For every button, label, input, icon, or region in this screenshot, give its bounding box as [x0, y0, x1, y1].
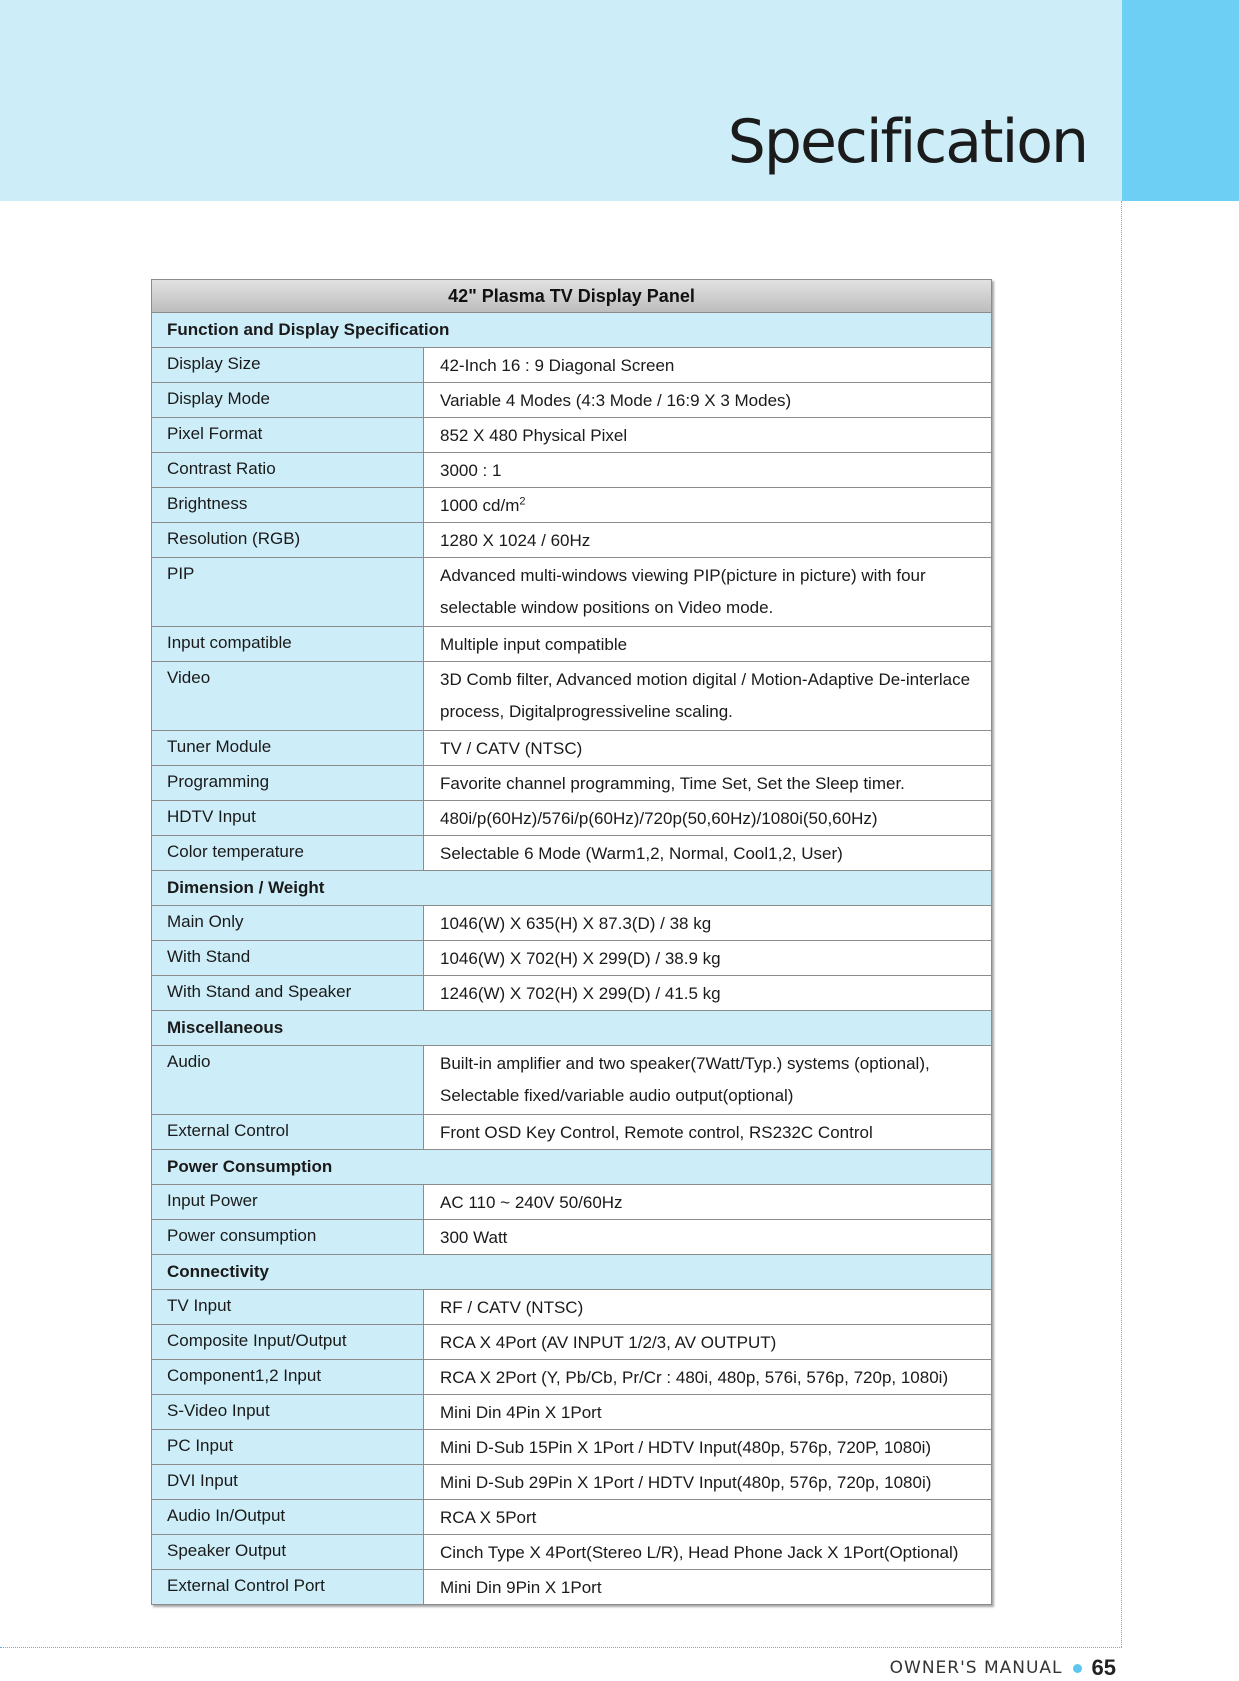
- spec-label: Color temperature: [152, 836, 424, 870]
- spec-value: [424, 1286, 991, 1324]
- spec-value-text: TV / CATV (NTSC): [440, 739, 583, 758]
- spec-value-text: Front OSD Key Control, Remote control, RS232C Control: [440, 1123, 873, 1142]
- spec-value-text-line2: process, Digitalprogressiveline scaling.: [440, 702, 733, 721]
- spec-label: External Control Port: [152, 1570, 424, 1604]
- spec-row: [152, 1430, 991, 1465]
- spec-value-text: Mini Din 9Pin X 1Port: [440, 1578, 602, 1597]
- spec-row: [152, 558, 991, 627]
- spec-label: Audio: [152, 1046, 424, 1114]
- spec-value: [424, 1216, 991, 1254]
- spec-label: HDTV Input: [152, 801, 424, 835]
- spec-label: Programming: [152, 766, 424, 800]
- spec-value-text: Mini D-Sub 29Pin X 1Port / HDTV Input(480p, 576p, 720p, 1080i): [440, 1473, 932, 1492]
- spec-value: [424, 379, 991, 417]
- spec-value-text: Selectable 6 Mode (Warm1,2, Normal, Cool1,2, User): [440, 844, 843, 863]
- spec-value: [424, 937, 991, 975]
- spec-row: [152, 1046, 991, 1115]
- spec-row: [152, 383, 991, 418]
- spec-row: [152, 731, 991, 766]
- spec-label: Display Mode: [152, 383, 424, 417]
- page-title: Specification: [727, 107, 1087, 177]
- spec-value-text: RCA X 4Port (AV INPUT 1/2/3, AV OUTPUT): [440, 1333, 777, 1352]
- spec-value: [424, 658, 991, 730]
- spec-value-text: Favorite channel programming, Time Set, Set the Sleep timer.: [440, 774, 905, 793]
- spec-value: [424, 623, 991, 661]
- spec-row: [152, 627, 991, 662]
- spec-label: S-Video Input: [152, 1395, 424, 1429]
- spec-value-text: 1000 cd/m: [440, 496, 520, 515]
- spec-value-text: 42-Inch 16 : 9 Diagonal Screen: [440, 356, 675, 375]
- spec-value: [424, 344, 991, 382]
- spec-row: [152, 1325, 991, 1360]
- spec-value: [424, 1461, 991, 1499]
- spec-value: [424, 832, 991, 870]
- table-body: [152, 313, 991, 1604]
- spec-value-text-line2: Selectable fixed/variable audio output(optional): [440, 1086, 794, 1105]
- spec-label: With Stand: [152, 941, 424, 975]
- spec-value: [424, 1111, 991, 1149]
- spec-label: TV Input: [152, 1290, 424, 1324]
- spec-row: [152, 662, 991, 731]
- spec-label: Audio In/Output: [152, 1500, 424, 1534]
- spec-row: [152, 418, 991, 453]
- spec-value-text: Cinch Type X 4Port(Stereo L/R), Head Phone Jack X 1Port(Optional): [440, 1543, 959, 1562]
- section-heading: Dimension / Weight: [152, 871, 991, 906]
- spec-value: [424, 972, 991, 1010]
- spec-value: [424, 762, 991, 800]
- spec-value-text: 1280 X 1024 / 60Hz: [440, 531, 591, 550]
- spec-value-text: 1046(W) X 635(H) X 87.3(D) / 38 kg: [440, 914, 712, 933]
- spec-value-superscript: 2: [519, 495, 526, 508]
- spec-row: [152, 801, 991, 836]
- spec-label: Contrast Ratio: [152, 453, 424, 487]
- spec-label: Video: [152, 662, 424, 730]
- spec-row: [152, 1290, 991, 1325]
- spec-value-text: AC 110 ~ 240V 50/60Hz: [440, 1193, 623, 1212]
- spec-value-text: Mini Din 4Pin X 1Port: [440, 1403, 602, 1422]
- spec-value-text: Variable 4 Modes (4:3 Mode / 16:9 X 3 Modes): [440, 391, 792, 410]
- spec-value: [424, 1531, 991, 1569]
- spec-label: Power consumption: [152, 1220, 424, 1254]
- spec-label: Input Power: [152, 1185, 424, 1219]
- spec-label: Resolution (RGB): [152, 523, 424, 557]
- spec-label: Pixel Format: [152, 418, 424, 452]
- spec-value: [424, 1042, 991, 1114]
- spec-row: [152, 1360, 991, 1395]
- spec-label: Brightness: [152, 488, 424, 522]
- footer: [890, 1657, 1116, 1679]
- spec-label: Composite Input/Output: [152, 1325, 424, 1359]
- spec-value: [424, 727, 991, 765]
- spec-label: With Stand and Speaker: [152, 976, 424, 1010]
- spec-row: [152, 976, 991, 1011]
- spec-value: [424, 484, 991, 522]
- spec-value: [424, 1391, 991, 1429]
- spec-value-text: 1046(W) X 702(H) X 299(D) / 38.9 kg: [440, 949, 721, 968]
- spec-value-text: RCA X 5Port: [440, 1508, 537, 1527]
- spec-row: [152, 1465, 991, 1500]
- spec-value: [424, 1321, 991, 1359]
- spec-table: [151, 279, 992, 1605]
- spec-row: [152, 1185, 991, 1220]
- spec-label: PC Input: [152, 1430, 424, 1464]
- spec-value-text: 3D Comb filter, Advanced motion digital / Motion-Adaptive De-interlace: [440, 670, 971, 689]
- table-title: 42" Plasma TV Display Panel: [152, 280, 991, 313]
- spec-value-text: Multiple input compatible: [440, 635, 628, 654]
- spec-row: [152, 488, 991, 523]
- spec-row: [152, 941, 991, 976]
- spec-row: [152, 348, 991, 383]
- spec-value-text: 1246(W) X 702(H) X 299(D) / 41.5 kg: [440, 984, 721, 1003]
- spec-label: DVI Input: [152, 1465, 424, 1499]
- spec-label: Input compatible: [152, 627, 424, 661]
- spec-label: External Control: [152, 1115, 424, 1149]
- spec-row: [152, 906, 991, 941]
- spec-value: [424, 554, 991, 626]
- section-heading: Power Consumption: [152, 1150, 991, 1185]
- margin-rule-vertical: [1121, 201, 1122, 1647]
- spec-row: [152, 1115, 991, 1150]
- spec-value-text: Advanced multi-windows viewing PIP(picture in picture) with four: [440, 566, 926, 585]
- page-number: 65: [1091, 1655, 1116, 1680]
- header-accent: [1122, 0, 1239, 201]
- spec-row: [152, 1500, 991, 1535]
- section-heading: Miscellaneous: [152, 1011, 991, 1046]
- spec-row: [152, 1220, 991, 1255]
- spec-value-text: 3000 : 1: [440, 461, 502, 480]
- spec-row: [152, 523, 991, 558]
- spec-value: [424, 449, 991, 487]
- spec-label: PIP: [152, 558, 424, 626]
- spec-value-text: RCA X 2Port (Y, Pb/Cb, Pr/Cr : 480i, 480p, 576i, 576p, 720p, 1080i): [440, 1368, 949, 1387]
- spec-value-text: Mini D-Sub 15Pin X 1Port / HDTV Input(480p, 576p, 720P, 1080i): [440, 1438, 932, 1457]
- spec-value: [424, 902, 991, 940]
- spec-label: Display Size: [152, 348, 424, 382]
- spec-value: [424, 797, 991, 835]
- section-heading: Connectivity: [152, 1255, 991, 1290]
- spec-value: [424, 1566, 991, 1604]
- spec-row: [152, 1535, 991, 1570]
- spec-value: [424, 1356, 991, 1394]
- margin-rule-horizontal: [0, 1647, 1122, 1648]
- spec-value-text: RF / CATV (NTSC): [440, 1298, 584, 1317]
- spec-row: [152, 766, 991, 801]
- spec-value-text: 852 X 480 Physical Pixel: [440, 426, 628, 445]
- footer-label: OWNER'S MANUAL: [889, 1658, 1063, 1678]
- spec-value-text: 300 Watt: [440, 1228, 508, 1247]
- spec-value-text: 480i/p(60Hz)/576i/p(60Hz)/720p(50,60Hz)/1080i(50,60Hz): [440, 809, 878, 828]
- spec-value-text-line2: selectable window positions on Video mode.: [440, 598, 774, 617]
- spec-row: [152, 453, 991, 488]
- spec-label: Tuner Module: [152, 731, 424, 765]
- spec-row: [152, 1395, 991, 1430]
- spec-row: [152, 836, 991, 871]
- spec-value: [424, 519, 991, 557]
- footer-bullet-icon: [1073, 1664, 1082, 1673]
- spec-row: [152, 1570, 991, 1604]
- spec-value-text: Built-in amplifier and two speaker(7Watt/Typ.) systems (optional),: [440, 1054, 930, 1073]
- section-heading: Function and Display Specification: [152, 313, 991, 348]
- spec-label: Main Only: [152, 906, 424, 940]
- spec-label: Component1,2 Input: [152, 1360, 424, 1394]
- spec-value: [424, 1426, 991, 1464]
- spec-value: [424, 1496, 991, 1534]
- spec-label: Speaker Output: [152, 1535, 424, 1569]
- spec-value: [424, 1181, 991, 1219]
- spec-value: [424, 414, 991, 452]
